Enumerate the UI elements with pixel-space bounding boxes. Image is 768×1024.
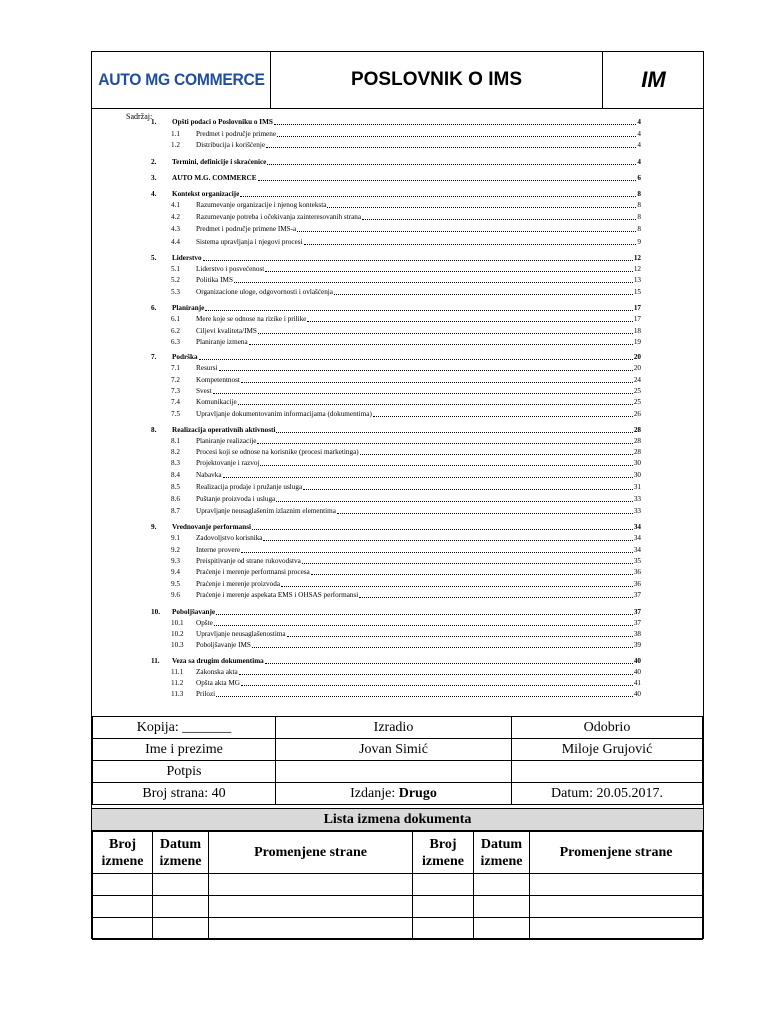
toc-entry-number: 4.	[151, 190, 157, 198]
toc-entry-page: 30	[633, 471, 641, 479]
toc-entry-title: Planiranje realizacije	[196, 437, 257, 445]
toc-entry-page: 25	[633, 387, 641, 395]
toc-entry-number: 8.4	[171, 471, 180, 479]
toc-entry-page: 20	[633, 353, 641, 361]
toc-entry-title: Zakonska akta	[196, 668, 238, 676]
toc-entry-title: Opšti podaci o Poslovniku o IMS	[172, 118, 273, 126]
toc-entry-number: 10.3	[171, 641, 184, 649]
toc-entry-title: Projektovanje i razvoj	[196, 459, 260, 467]
toc-entry-page: 26	[633, 410, 641, 418]
toc-entry[interactable]	[151, 657, 641, 666]
toc-entry-number: 9.4	[171, 568, 180, 576]
toc-entry-title: Predmet i područje primene IMS-a	[196, 225, 297, 233]
toc-entry-number: 10.2	[171, 630, 184, 638]
toc-entry[interactable]	[171, 276, 641, 285]
toc-entry[interactable]	[171, 364, 641, 373]
toc-dot-leader	[276, 432, 632, 433]
toc-dot-leader	[303, 489, 633, 490]
col-datum-izmene-2: Datum izmene	[474, 832, 530, 874]
toc-entry-page: 34	[633, 534, 641, 542]
logo-text: AUTO MG COMMERCE	[97, 70, 265, 89]
toc-entry-number: 9.2	[171, 546, 180, 554]
document-header	[92, 52, 703, 109]
toc-dot-leader	[258, 180, 637, 181]
toc-entry-number: 8.	[151, 426, 157, 434]
toc-entry-title: Mere koje se odnose na rizike i prilike	[196, 315, 307, 323]
toc-entry-page: 37	[633, 619, 641, 627]
toc-entry-title: Kompetentnost	[196, 376, 240, 384]
document-page	[91, 51, 704, 939]
toc-entry-title: Opšte	[196, 619, 213, 627]
izdanje-value: Drugo	[398, 785, 437, 801]
col-broj-izmene: Broj izmene	[93, 832, 153, 874]
toc-entry-title: Distribucija i korišćenje	[196, 141, 266, 149]
toc-dot-leader	[234, 282, 633, 283]
toc-entry-page: 28	[633, 437, 641, 445]
toc-entry-number: 6.3	[171, 338, 180, 346]
changes-table	[92, 831, 703, 940]
toc-entry-number: 8.1	[171, 437, 180, 445]
toc-entry[interactable]	[171, 580, 641, 589]
toc-entry-number: 6.2	[171, 327, 180, 335]
document-title: POSLOVNIK O IMS	[350, 69, 523, 90]
izradio-signature	[276, 761, 512, 783]
toc-entry[interactable]	[151, 174, 641, 183]
toc-entry-number: 5.2	[171, 276, 180, 284]
toc-entry-number: 7.3	[171, 387, 180, 395]
toc-entry-number: 4.4	[171, 238, 180, 246]
toc-entry[interactable]	[151, 158, 641, 167]
toc-dot-leader	[373, 416, 633, 417]
toc-entry-number: 11.1	[171, 668, 184, 676]
approval-table	[92, 716, 703, 805]
kopija-cell: Kopija: _______	[93, 717, 276, 739]
toc-entry-number: 5.3	[171, 288, 180, 296]
toc-entry-title: Svest	[196, 387, 212, 395]
toc-dot-leader	[199, 359, 633, 360]
toc-entry-title: Procesi koji se odnose na korisnike (procesi marketinga)	[196, 448, 359, 456]
toc-entry-number: 8.2	[171, 448, 180, 456]
toc-entry-page: 24	[633, 376, 641, 384]
changes-row	[93, 874, 703, 896]
toc-dot-leader	[257, 443, 632, 444]
col-broj-izmene-2: Broj izmene	[413, 832, 474, 874]
toc-entry[interactable]	[151, 190, 641, 199]
toc-entry-title: Poboljšavanje	[172, 608, 216, 616]
toc-entry-page: 9	[637, 238, 641, 246]
col-promenjene-strane-2: Promenjene strane	[530, 832, 703, 874]
toc-entry-page: 20	[633, 364, 641, 372]
toc-dot-leader	[241, 382, 633, 383]
toc-entry-number: 7.2	[171, 376, 180, 384]
toc-entry-page: 8	[637, 225, 641, 233]
toc-entry-number: 10.	[151, 608, 160, 616]
toc-dot-leader	[360, 454, 633, 455]
toc-entry-title: Kontekst organizacije	[172, 190, 240, 198]
toc-entry[interactable]	[151, 353, 641, 362]
izradio-label: Izradio	[276, 717, 512, 739]
toc-entry-number: 6.	[151, 304, 157, 312]
toc-entry[interactable]	[171, 483, 641, 492]
toc-entry-title: Praćenje i merenje performansi procesa	[196, 568, 310, 576]
toc-dot-leader	[223, 477, 633, 478]
toc-entry-page: 12	[633, 254, 641, 262]
toc-dot-leader	[214, 625, 633, 626]
toc-entry-title: Organizacione uloge, odgovornosti i ovlašćenja	[196, 288, 333, 296]
toc-entry-title: Sistema upravljanja i njegovi procesi	[196, 238, 303, 246]
toc-entry-title: Interne provere	[196, 546, 241, 554]
toc-entry[interactable]	[171, 546, 641, 555]
toc-entry-number: 4.3	[171, 225, 180, 233]
toc-entry[interactable]	[171, 630, 641, 639]
toc-entry-page: 36	[633, 580, 641, 588]
toc-entry[interactable]	[171, 130, 641, 139]
toc-dot-leader	[216, 614, 633, 615]
toc-entry[interactable]	[171, 459, 641, 468]
toc-entry-title: Razumevanje potreba i očekivanja zainteresovanih strana	[196, 213, 362, 221]
toc-entry-page: 12	[633, 265, 641, 273]
toc-dot-leader	[302, 563, 633, 564]
toc-dot-leader	[334, 294, 633, 295]
toc-dot-leader	[266, 147, 636, 148]
broj-strana: Broj strana: 40	[93, 783, 276, 805]
toc-entry[interactable]	[171, 437, 641, 446]
toc-entry-page: 8	[637, 201, 641, 209]
toc-entry[interactable]	[171, 376, 641, 385]
toc-entry[interactable]	[171, 619, 641, 628]
toc-entry-page: 13	[633, 276, 641, 284]
izdanje-cell	[276, 783, 512, 805]
toc-entry-page: 40	[633, 690, 641, 698]
toc-entry-title: Praćenje i merenje aspekata EMS i OHSAS performansi	[196, 591, 359, 599]
toc-entry-title: Termini, definicije i skraćenice	[172, 158, 267, 166]
toc-entry[interactable]	[171, 534, 641, 543]
toc-entry-title: Upravljanje neusaglašenim izlaznim elementima	[196, 507, 336, 515]
toc-entry-page: 39	[633, 641, 641, 649]
izradio-name: Jovan Simić	[276, 739, 512, 761]
toc-entry[interactable]	[171, 141, 641, 150]
toc-entry-title: Poboljšavanje IMS	[196, 641, 251, 649]
toc-entry[interactable]	[171, 213, 641, 222]
toc-entry-title: Praćenje i merenje proizvoda	[196, 580, 281, 588]
toc-label: Sadržaj:	[126, 112, 153, 121]
changes-row	[93, 918, 703, 940]
toc-dot-leader	[362, 219, 636, 220]
toc-entry[interactable]	[171, 238, 641, 247]
company-logo	[92, 52, 271, 108]
toc-entry-number: 7.1	[171, 364, 180, 372]
toc-entry-page: 6	[637, 174, 641, 182]
toc-entry[interactable]	[171, 387, 641, 396]
toc-dot-leader	[213, 393, 633, 394]
toc-entry-title: Puštanje proizvoda i usluga	[196, 495, 276, 503]
toc-entry-title: Realizacija operativnih aktivnosti	[172, 426, 276, 434]
toc-entry-page: 19	[633, 338, 641, 346]
toc-dot-leader	[359, 597, 633, 598]
toc-entry-page: 37	[633, 591, 641, 599]
toc-entry-number: 10.1	[171, 619, 184, 627]
toc-entry-title: Ciljevi kvaliteta/IMS	[196, 327, 257, 335]
col-datum-izmene: Datum izmene	[153, 832, 209, 874]
toc-entry-page: 25	[633, 398, 641, 406]
toc-entry-title: Nabavka	[196, 471, 222, 479]
toc-entry[interactable]	[171, 690, 641, 699]
toc-entry[interactable]	[151, 118, 641, 127]
toc-dot-leader	[219, 370, 633, 371]
toc-entry[interactable]	[151, 304, 641, 313]
toc-entry-number: 5.1	[171, 265, 180, 273]
toc-entry-title: Predmet i područje primene	[196, 130, 277, 138]
toc-entry-title: Podrška	[172, 353, 198, 361]
toc-entry-number: 8.5	[171, 483, 180, 491]
toc-entry-page: 4	[637, 158, 641, 166]
toc-entry-title: Vrednovanje performansi	[172, 523, 251, 531]
toc-entry-title: Prilozi	[196, 690, 216, 698]
toc-entry-title: Zadovoljstvo korisnika	[196, 534, 263, 542]
toc-entry-title: AUTO M.G. COMMERCE	[172, 174, 257, 182]
toc-entry[interactable]	[171, 225, 641, 234]
toc-dot-leader	[258, 333, 633, 334]
toc-entry[interactable]	[171, 315, 641, 324]
changes-row	[93, 896, 703, 918]
odobrio-label: Odobrio	[512, 717, 703, 739]
toc-dot-leader	[260, 465, 632, 466]
toc-entry-number: 1.	[151, 118, 157, 126]
toc-entry-page: 33	[633, 495, 641, 503]
toc-entry-title: Veza sa drugim dokumentima	[172, 657, 264, 665]
toc-entry-number: 11.3	[171, 690, 184, 698]
toc-entry-page: 35	[633, 557, 641, 565]
document-code: IM	[602, 52, 704, 108]
toc-entry-title: Razumevanje organizacije i njenog konteksta	[196, 201, 327, 209]
toc-entry-number: 1.1	[171, 130, 180, 138]
toc-entry-number: 11.	[151, 657, 160, 665]
toc-dot-leader	[277, 136, 636, 137]
toc-entry[interactable]	[171, 448, 641, 457]
toc-dot-leader	[307, 321, 632, 322]
toc-entry-title: Liderstvo i posvećenost	[196, 265, 265, 273]
toc-dot-leader	[263, 540, 632, 541]
toc-entry[interactable]	[171, 557, 641, 566]
toc-entry[interactable]	[171, 568, 641, 577]
toc-entry-page: 40	[633, 668, 641, 676]
toc-entry-page: 15	[633, 288, 641, 296]
toc-dot-leader	[297, 231, 636, 232]
toc-dot-leader	[252, 529, 633, 530]
toc-entry-page: 38	[633, 630, 641, 638]
toc-entry-page: 4	[637, 130, 641, 138]
toc-dot-leader	[238, 404, 633, 405]
toc-entry-title: Planiranje	[172, 304, 205, 312]
toc-entry-number: 4.1	[171, 201, 180, 209]
changes-header-row	[93, 832, 703, 874]
toc-entry-title: Opšta akta MG	[196, 679, 240, 687]
toc-entry-page: 8	[637, 213, 641, 221]
toc-entry-title: Upravljanje dokumentovanim informacijama (dokumentima)	[196, 410, 372, 418]
izdanje-label: Izdanje:	[350, 785, 396, 801]
toc-entry-page: 34	[633, 523, 641, 531]
toc-dot-leader	[205, 310, 632, 311]
toc-entry-title: Resursi	[196, 364, 218, 372]
toc-entry[interactable]	[171, 410, 641, 419]
toc-entry[interactable]	[151, 426, 641, 435]
toc-entry-number: 7.	[151, 353, 157, 361]
toc-entry-page: 40	[633, 657, 641, 665]
toc-dot-leader	[304, 244, 637, 245]
toc-dot-leader	[240, 196, 636, 197]
toc-entry-number: 8.6	[171, 495, 180, 503]
toc-dot-leader	[203, 260, 633, 261]
toc-entry-number: 4.2	[171, 213, 180, 221]
toc-entry-number: 5.	[151, 254, 157, 262]
toc-entry-page: 18	[633, 327, 641, 335]
toc-entry[interactable]	[171, 265, 641, 274]
toc-entry[interactable]	[171, 641, 641, 650]
toc-dot-leader	[337, 513, 633, 514]
toc-entry-title: Realizacija prodaje i pružanje usluga	[196, 483, 303, 491]
toc-dot-leader	[276, 501, 633, 502]
odobrio-signature	[512, 761, 703, 783]
toc-entry-number: 3.	[151, 174, 157, 182]
toc-entry-number: 9.1	[171, 534, 180, 542]
toc-entry-page: 4	[637, 141, 641, 149]
toc-dot-leader	[239, 674, 633, 675]
toc-entry[interactable]	[171, 288, 641, 297]
toc-entry-title: Upravljanje neusaglašenostima	[196, 630, 286, 638]
toc-entry-number: 1.2	[171, 141, 180, 149]
table-of-contents	[92, 109, 703, 716]
toc-entry-page: 28	[633, 448, 641, 456]
toc-entry-number: 9.	[151, 523, 157, 531]
toc-dot-leader	[252, 647, 633, 648]
odobrio-name: Miloje Grujović	[512, 739, 703, 761]
ime-label: Ime i prezime	[93, 739, 276, 761]
toc-entry-title: Liderstvo	[172, 254, 202, 262]
toc-dot-leader	[327, 207, 636, 208]
toc-entry-page: 4	[637, 118, 641, 126]
toc-entry-page: 17	[633, 315, 641, 323]
toc-entry-number: 7.5	[171, 410, 180, 418]
toc-dot-leader	[274, 124, 637, 125]
col-promenjene-strane: Promenjene strane	[209, 832, 413, 874]
toc-entry-number: 11.2	[171, 679, 184, 687]
toc-entry-page: 41	[633, 679, 641, 687]
toc-entry-number: 2.	[151, 158, 157, 166]
toc-entry-page: 33	[633, 507, 641, 515]
toc-entry-title: Preispitivanje od strane rukovodstva	[196, 557, 301, 565]
toc-entry-title: Politika IMS	[196, 276, 233, 284]
toc-entry-page: 37	[633, 608, 641, 616]
toc-entry[interactable]	[171, 338, 641, 347]
toc-dot-leader	[287, 636, 633, 637]
toc-entry-number: 7.4	[171, 398, 180, 406]
toc-entry-page: 31	[633, 483, 641, 491]
toc-dot-leader	[216, 696, 633, 697]
potpis-label: Potpis	[93, 761, 276, 783]
toc-dot-leader	[281, 586, 633, 587]
toc-entry[interactable]	[171, 495, 641, 504]
toc-entry-title: Planiranje izmena	[196, 338, 248, 346]
toc-entry[interactable]	[151, 523, 641, 532]
toc-dot-leader	[265, 663, 633, 664]
toc-entry[interactable]	[171, 507, 641, 516]
toc-dot-leader	[241, 552, 633, 553]
toc-entry[interactable]	[171, 591, 641, 600]
toc-entry-page: 8	[637, 190, 641, 198]
datum-cell: Datum: 20.05.2017.	[512, 783, 703, 805]
toc-entry[interactable]	[171, 668, 641, 677]
toc-dot-leader	[249, 344, 633, 345]
toc-entry[interactable]	[171, 679, 641, 688]
toc-entry-page: 36	[633, 568, 641, 576]
toc-dot-leader	[265, 271, 633, 272]
toc-entry[interactable]	[171, 327, 641, 336]
toc-entry-number: 9.6	[171, 591, 180, 599]
toc-dot-leader	[267, 164, 636, 165]
toc-dot-leader	[311, 574, 633, 575]
toc-entry[interactable]	[171, 201, 641, 210]
toc-entry-page: 17	[633, 304, 641, 312]
toc-entry-title: Komunikacije	[196, 398, 237, 406]
toc-dot-leader	[241, 685, 633, 686]
toc-entry-number: 6.1	[171, 315, 180, 323]
toc-entry[interactable]	[171, 471, 641, 480]
toc-entry-number: 9.3	[171, 557, 180, 565]
toc-entry-page: 34	[633, 546, 641, 554]
toc-entry-page: 30	[633, 459, 641, 467]
toc-entry-page: 28	[633, 426, 641, 434]
toc-entry[interactable]	[151, 608, 641, 617]
toc-entry[interactable]	[151, 254, 641, 263]
toc-entry-number: 8.3	[171, 459, 180, 467]
changes-title: Lista izmena dokumenta	[92, 808, 703, 831]
toc-entry-number: 9.5	[171, 580, 180, 588]
toc-entry[interactable]	[171, 398, 641, 407]
toc-entry-number: 8.7	[171, 507, 180, 515]
